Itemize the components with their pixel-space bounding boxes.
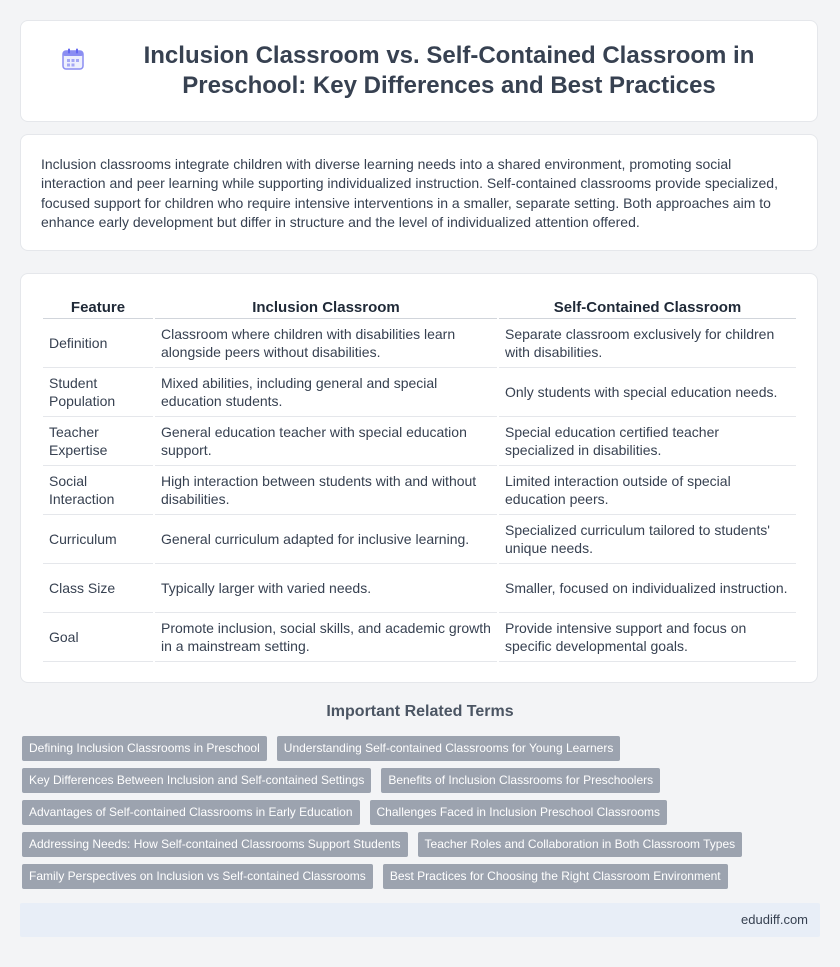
intro-paragraph: Inclusion classrooms integrate children with diverse learning needs into a shared environment, promoting social interaction and peer learning while supporting individualized instruction. Self-contained classrooms provide specialized, focused support for children who require intensive interventions in a smaller, separate setting. Both approaches aim to enhance early development but differ in structure and the level of individualized attention offered. — [41, 156, 778, 230]
header-inclusion: Inclusion Classroom — [155, 296, 497, 319]
related-term-tag[interactable]: Defining Inclusion Classrooms in Preschool — [22, 736, 267, 761]
feature-cell: Class Size — [43, 564, 153, 613]
table-row — [43, 564, 796, 613]
title-card — [20, 20, 818, 122]
feature-cell: Definition — [43, 319, 153, 368]
related-term-tag[interactable]: Understanding Self-contained Classrooms for Young Learners — [277, 736, 621, 761]
self-contained-cell: Limited interaction outside of special education peers. — [499, 466, 796, 515]
related-term-tag[interactable]: Benefits of Inclusion Classrooms for Preschoolers — [381, 768, 660, 793]
inclusion-cell: General education teacher with special education support. — [155, 417, 497, 466]
inclusion-cell: Classroom where children with disabilities learn alongside peers without disabilities. — [155, 319, 497, 368]
self-contained-cell: Specialized curriculum tailored to students' unique needs. — [499, 515, 796, 564]
related-term-tag[interactable]: Best Practices for Choosing the Right Classroom Environment — [383, 864, 728, 889]
self-contained-cell: Separate classroom exclusively for children with disabilities. — [499, 319, 796, 368]
self-contained-cell: Only students with special education needs. — [499, 368, 796, 417]
intro-card — [20, 134, 818, 251]
comparison-card — [20, 273, 818, 683]
footer-site-link[interactable]: edudiff.com — [741, 912, 808, 927]
related-term-tag[interactable]: Advantages of Self-contained Classrooms in Early Education — [22, 800, 360, 825]
feature-cell: Student Population — [43, 368, 153, 417]
calendar-icon — [61, 47, 85, 71]
related-term-tag[interactable]: Family Perspectives on Inclusion vs Self-contained Classrooms — [22, 864, 373, 889]
header-self-contained: Self-Contained Classroom — [499, 296, 796, 319]
table-row — [43, 417, 796, 466]
feature-cell: Social Interaction — [43, 466, 153, 515]
feature-cell: Curriculum — [43, 515, 153, 564]
related-term-tag[interactable]: Addressing Needs: How Self-contained Classrooms Support Students — [22, 832, 408, 857]
header-feature: Feature — [43, 296, 153, 319]
related-term-tag[interactable]: Key Differences Between Inclusion and Self-contained Settings — [22, 768, 371, 793]
table-row — [43, 515, 796, 564]
footer — [20, 903, 820, 937]
table-row — [43, 613, 796, 662]
table-row — [43, 368, 796, 417]
related-terms-title: Important Related Terms — [326, 703, 514, 720]
self-contained-cell: Smaller, focused on individualized instruction. — [499, 564, 796, 613]
inclusion-cell: Mixed abilities, including general and special education students. — [155, 368, 497, 417]
self-contained-cell: Provide intensive support and focus on specific developmental goals. — [499, 613, 796, 662]
inclusion-cell: Promote inclusion, social skills, and academic growth in a mainstream setting. — [155, 613, 497, 662]
inclusion-cell: Typically larger with varied needs. — [155, 564, 497, 613]
feature-cell: Teacher Expertise — [43, 417, 153, 466]
inclusion-cell: High interaction between students with and without disabilities. — [155, 466, 497, 515]
table-header-row — [43, 296, 796, 319]
page-title: Inclusion Classroom vs. Self-Contained Classroom in Preschool: Key Differences and Best Practices — [143, 42, 755, 99]
self-contained-cell: Special education certified teacher specialized in disabilities. — [499, 417, 796, 466]
feature-cell: Goal — [43, 613, 153, 662]
table-row — [43, 319, 796, 368]
related-term-tag[interactable]: Challenges Faced in Inclusion Preschool Classrooms — [370, 800, 667, 825]
table-row — [43, 466, 796, 515]
related-term-tag[interactable]: Teacher Roles and Collaboration in Both Classroom Types — [418, 832, 743, 857]
comparison-table — [41, 296, 798, 662]
related-terms-list — [22, 736, 822, 896]
inclusion-cell: General curriculum adapted for inclusive learning. — [155, 515, 497, 564]
